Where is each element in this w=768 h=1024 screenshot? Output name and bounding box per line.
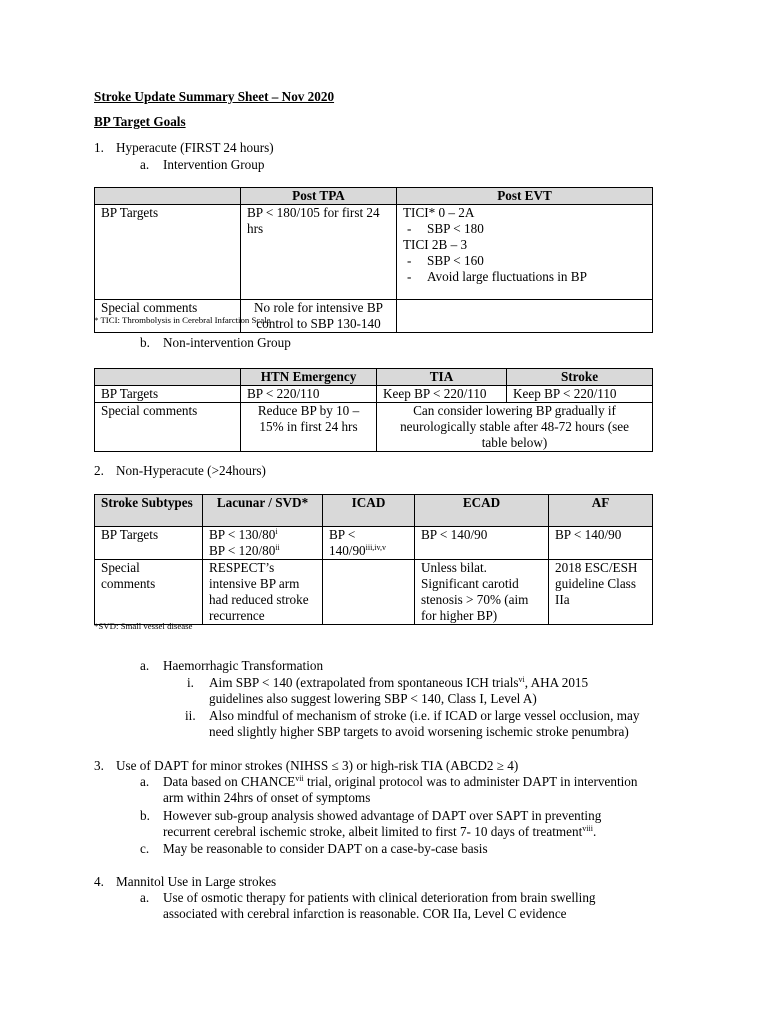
row-label: BP Targets	[95, 527, 203, 560]
cell-icad-comment	[323, 560, 415, 625]
list-letter: a.	[140, 157, 150, 172]
citation-mark: iii,iv,v	[365, 543, 387, 552]
cell-ecad-comment: Unless bilat. Significant carotid stenosis > 70% (aim for higher BP)	[415, 560, 549, 625]
list-roman: ii.	[185, 708, 196, 723]
header-cell: Stroke Subtypes	[95, 495, 203, 527]
dapt-point-c: May be reasonable to consider DAPT on a case-by-case basis	[163, 841, 488, 856]
list-letter: b.	[140, 808, 150, 823]
table-row	[95, 527, 653, 560]
cell-htn-comment: Reduce BP by 10 – 15% in first 24 hrs	[241, 403, 377, 452]
list-number: 2.	[94, 463, 104, 478]
header-cell: HTN Emergency	[241, 369, 377, 386]
dapt-point-b-line2	[163, 824, 596, 840]
lacunar-target	[209, 543, 316, 559]
cell-tia-stroke-comment: Can consider lowering BP gradually if neurologically stable after 48-72 hours (see table below)	[377, 403, 653, 452]
cell-ecad: BP < 140/90	[415, 527, 549, 560]
item-hyperacute: Hyperacute (FIRST 24 hours)	[116, 140, 274, 155]
row-label: BP Targets	[95, 386, 241, 403]
table-header-row	[95, 369, 653, 386]
evt-bullet: - Avoid large fluctuations in BP	[403, 269, 646, 285]
list-number: 3.	[94, 758, 104, 773]
mannitol-point-a: Use of osmotic therapy for patients with clinical deterioration from brain swelling	[163, 890, 596, 905]
table-non-intervention	[94, 368, 653, 452]
item-intervention-group: Intervention Group	[163, 157, 265, 172]
list-number: 4.	[94, 874, 104, 889]
cell-post-evt	[397, 205, 653, 300]
dapt-text: trial, original protocol was to administer DAPT in intervention	[303, 774, 638, 789]
haem-point-i-line2: guidelines also suggest lowering SBP < 140, Class I, Level A)	[209, 691, 537, 706]
list-roman: i.	[187, 675, 194, 690]
dapt-text: recurrent cerebral ischemic stroke, albeit limited to first 7- 10 days of treatment	[163, 824, 583, 839]
list-letter: a.	[140, 774, 150, 789]
haem-point-i	[209, 675, 588, 691]
item-mannitol: Mannitol Use in Large strokes	[116, 874, 277, 889]
table-header-row	[95, 495, 653, 527]
header-cell: TIA	[377, 369, 507, 386]
cell-af-comment: 2018 ESC/ESH guideline Class IIa	[549, 560, 653, 625]
citation-mark: viii	[582, 824, 593, 833]
item-non-intervention-group: Non-intervention Group	[163, 335, 291, 350]
icad-target-text: BP <	[329, 527, 356, 542]
cell-tia: Keep BP < 220/110	[377, 386, 507, 403]
citation-mark: i	[275, 527, 278, 536]
mannitol-point-a-line2: associated with cerebral infarction is reasonable. COR IIa, Level C evidence	[163, 906, 567, 921]
header-cell: Stroke	[507, 369, 653, 386]
icad-target-text: 140/90	[329, 543, 366, 558]
lacunar-target-text: BP < 120/80	[209, 543, 276, 558]
header-cell: ECAD	[415, 495, 549, 527]
cell-stroke: Keep BP < 220/110	[507, 386, 653, 403]
evt-line: TICI* 0 – 2A	[403, 205, 475, 220]
dapt-text: .	[592, 824, 597, 839]
row-label: Special comments	[95, 560, 203, 625]
row-label: BP Targets	[95, 205, 241, 300]
row-label: Special comments	[95, 403, 241, 452]
evt-bullet: - SBP < 180	[403, 221, 646, 237]
icad-target	[329, 543, 408, 559]
section-heading-bp-targets: BP Target Goals	[94, 114, 186, 129]
cell-post-evt-comment	[397, 300, 653, 333]
cell-htn: BP < 220/110	[241, 386, 377, 403]
table-row	[95, 205, 653, 300]
table-non-hyperacute	[94, 494, 653, 625]
header-cell: AF	[549, 495, 653, 527]
list-letter: b.	[140, 335, 150, 350]
header-cell: Post TPA	[241, 188, 397, 205]
table-intervention	[94, 187, 653, 333]
footnote-tici: * TICI: Thrombolysis in Cerebral Infarction Scale	[94, 315, 271, 325]
dapt-point-a-line2: arm within 24hrs of onset of symptoms	[163, 790, 371, 805]
header-cell: Post EVT	[397, 188, 653, 205]
lacunar-target	[209, 527, 316, 543]
table-header-row	[95, 188, 653, 205]
cell-post-tpa: BP < 180/105 for first 24 hrs	[241, 205, 397, 300]
evt-line: TICI 2B – 3	[403, 237, 468, 252]
dapt-point-a	[163, 774, 637, 790]
citation-mark: ii	[275, 543, 280, 552]
item-dapt: Use of DAPT for minor strokes (NIHSS ≤ 3) or high-risk TIA (ABCD2 ≥ 4)	[116, 758, 519, 773]
haem-text: , AHA 2015	[524, 675, 589, 690]
cell-lacunar-comment: RESPECT’s intensive BP arm had reduced stroke recurrence	[203, 560, 323, 625]
header-cell	[95, 188, 241, 205]
lacunar-target-text: BP < 130/80	[209, 527, 276, 542]
cell-af: BP < 140/90	[549, 527, 653, 560]
row-label: Special comments	[95, 300, 241, 333]
header-cell: Lacunar / SVD*	[203, 495, 323, 527]
header-cell: ICAD	[323, 495, 415, 527]
doc-title: Stroke Update Summary Sheet – Nov 2020	[94, 89, 335, 104]
dapt-text: Data based on CHANCE	[163, 774, 296, 789]
cell-icad	[323, 527, 415, 560]
citation-mark: vi	[518, 675, 525, 684]
list-letter: a.	[140, 890, 150, 905]
cell-post-tpa-comment: No role for intensive BP control to SBP 130-140	[241, 300, 397, 333]
footnote-svd: *SVD: Small vessel disease	[94, 621, 193, 631]
cell-lacunar	[203, 527, 323, 560]
item-non-hyperacute: Non-Hyperacute (>24hours)	[116, 463, 266, 478]
haem-text: Aim SBP < 140 (extrapolated from spontaneous ICH trials	[209, 675, 519, 690]
header-cell	[95, 369, 241, 386]
item-haemorrhagic-transformation: Haemorrhagic Transformation	[163, 658, 324, 673]
haem-point-ii: Also mindful of mechanism of stroke (i.e. if ICAD or large vessel occlusion, may	[209, 708, 640, 723]
haem-point-ii-line2: need slightly higher SBP targets to avoid worsening ischemic stroke penumbra)	[209, 724, 629, 739]
list-number: 1.	[94, 140, 104, 155]
list-letter: c.	[140, 841, 150, 856]
table-row	[95, 386, 653, 403]
table-row	[95, 560, 653, 625]
dapt-point-b: However sub-group analysis showed advantage of DAPT over SAPT in preventing	[163, 808, 602, 823]
citation-mark: vii	[295, 774, 304, 783]
list-letter: a.	[140, 658, 150, 673]
table-row	[95, 403, 653, 452]
evt-bullet: - SBP < 160	[403, 253, 646, 269]
